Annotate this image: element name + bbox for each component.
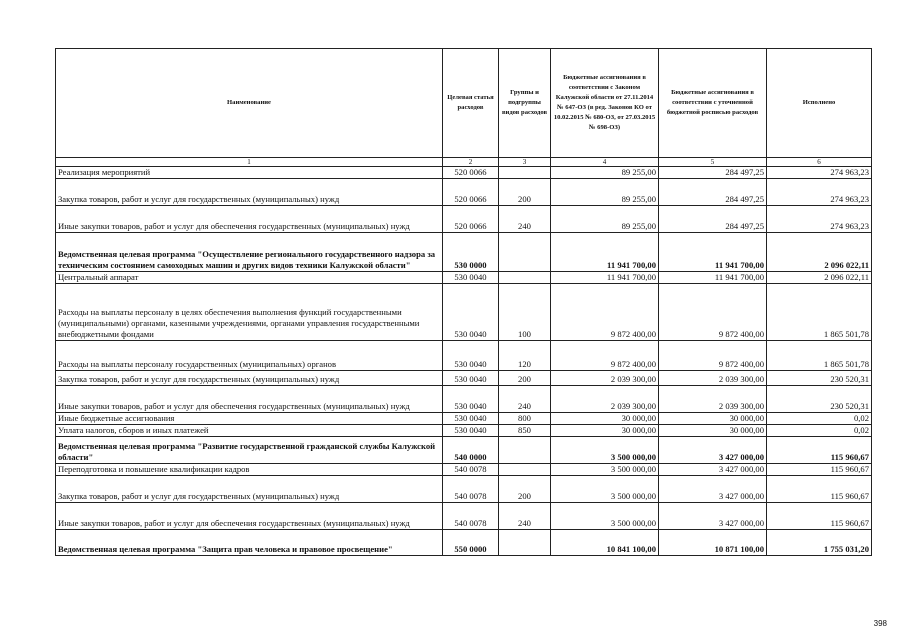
- header-name: Наименование: [56, 49, 443, 158]
- row-code: 530 0000: [443, 233, 499, 272]
- column-number: 5: [659, 158, 767, 167]
- row-executed-amount: 230 520,31: [767, 371, 872, 386]
- row-group: [499, 167, 551, 179]
- row-code: 540 0078: [443, 464, 499, 476]
- row-law-amount: 9 872 400,00: [551, 284, 659, 341]
- row-code: 540 0078: [443, 476, 499, 503]
- row-name: Ведомственная целевая программа "Защита прав человека и правовое просвещение": [56, 530, 443, 556]
- row-group: [499, 464, 551, 476]
- row-group: [499, 233, 551, 272]
- table-row: [56, 386, 872, 413]
- row-executed-amount: 1 865 501,78: [767, 341, 872, 371]
- row-law-amount: 89 255,00: [551, 206, 659, 233]
- header-group: Группы и подгруппы видов расходов: [499, 49, 551, 158]
- row-law-amount: 3 500 000,00: [551, 476, 659, 503]
- column-number: 2: [443, 158, 499, 167]
- row-refined-amount: 284 497,25: [659, 206, 767, 233]
- column-number: 3: [499, 158, 551, 167]
- column-number: 6: [767, 158, 872, 167]
- row-code: 520 0066: [443, 206, 499, 233]
- row-law-amount: 2 039 300,00: [551, 371, 659, 386]
- row-executed-amount: 115 960,67: [767, 437, 872, 464]
- row-name: Реализация мероприятий: [56, 167, 443, 179]
- row-refined-amount: 11 941 700,00: [659, 233, 767, 272]
- row-code: 540 0078: [443, 503, 499, 530]
- row-group: 200: [499, 371, 551, 386]
- row-law-amount: 10 841 100,00: [551, 530, 659, 556]
- row-name: Переподготовка и повышение квалификации кадров: [56, 464, 443, 476]
- row-executed-amount: 115 960,67: [767, 464, 872, 476]
- table-row: [56, 464, 872, 476]
- row-law-amount: 11 941 700,00: [551, 272, 659, 284]
- row-executed-amount: 1 755 031,20: [767, 530, 872, 556]
- table-row: [56, 206, 872, 233]
- row-group: 120: [499, 341, 551, 371]
- row-name: Закупка товаров, работ и услуг для государственных (муниципальных) нужд: [56, 476, 443, 503]
- row-refined-amount: 3 427 000,00: [659, 503, 767, 530]
- row-name: Иные закупки товаров, работ и услуг для обеспечения государственных (муниципальных) нужд: [56, 386, 443, 413]
- row-refined-amount: 9 872 400,00: [659, 341, 767, 371]
- row-refined-amount: 284 497,25: [659, 179, 767, 206]
- row-group: [499, 272, 551, 284]
- row-name: Иные бюджетные ассигнования: [56, 413, 443, 425]
- table-row: [56, 341, 872, 371]
- row-name: Расходы на выплаты персоналу государственных (муниципальных) органов: [56, 341, 443, 371]
- row-code: 530 0040: [443, 341, 499, 371]
- row-executed-amount: 274 963,23: [767, 167, 872, 179]
- row-code: 520 0066: [443, 179, 499, 206]
- row-name: Уплата налогов, сборов и иных платежей: [56, 425, 443, 437]
- row-name: Закупка товаров, работ и услуг для государственных (муниципальных) нужд: [56, 371, 443, 386]
- row-executed-amount: 230 520,31: [767, 386, 872, 413]
- row-name: Ведомственная целевая программа "Развитие государственной гражданской службы Калужской области": [56, 437, 443, 464]
- row-refined-amount: 3 427 000,00: [659, 476, 767, 503]
- row-group: [499, 437, 551, 464]
- column-number: 1: [56, 158, 443, 167]
- table-row: [56, 284, 872, 341]
- row-refined-amount: 10 871 100,00: [659, 530, 767, 556]
- row-code: 530 0040: [443, 284, 499, 341]
- row-group: 240: [499, 386, 551, 413]
- table-row: [56, 179, 872, 206]
- row-group: 240: [499, 206, 551, 233]
- table-row: [56, 167, 872, 179]
- row-code: 530 0040: [443, 371, 499, 386]
- row-name: Расходы на выплаты персоналу в целях обеспечения выполнения функций государственными (муниципальными) органами, казенными учреждениями, органами управления государственными внебюджетными фондами: [56, 284, 443, 341]
- row-name: Закупка товаров, работ и услуг для государственных (муниципальных) нужд: [56, 179, 443, 206]
- row-refined-amount: 2 039 300,00: [659, 371, 767, 386]
- row-group: [499, 530, 551, 556]
- row-refined-amount: 30 000,00: [659, 413, 767, 425]
- table-row: [56, 233, 872, 272]
- row-code: 540 0000: [443, 437, 499, 464]
- row-name: Иные закупки товаров, работ и услуг для обеспечения государственных (муниципальных) нужд: [56, 206, 443, 233]
- row-law-amount: 30 000,00: [551, 413, 659, 425]
- header-refined: Бюджетные ассигнования в соответствии с уточненной бюджетной росписью расходов: [659, 49, 767, 158]
- row-refined-amount: 3 427 000,00: [659, 437, 767, 464]
- row-law-amount: 89 255,00: [551, 167, 659, 179]
- row-refined-amount: 9 872 400,00: [659, 284, 767, 341]
- table-body: [56, 167, 872, 556]
- row-executed-amount: 115 960,67: [767, 503, 872, 530]
- row-refined-amount: 11 941 700,00: [659, 272, 767, 284]
- table-row: [56, 476, 872, 503]
- row-code: 530 0040: [443, 272, 499, 284]
- row-executed-amount: 115 960,67: [767, 476, 872, 503]
- row-law-amount: 3 500 000,00: [551, 503, 659, 530]
- header-executed: Исполнено: [767, 49, 872, 158]
- row-group: 800: [499, 413, 551, 425]
- row-name: Иные закупки товаров, работ и услуг для обеспечения государственных (муниципальных) нужд: [56, 503, 443, 530]
- row-group: 100: [499, 284, 551, 341]
- header-code: Целевая статья расходов: [443, 49, 499, 158]
- row-group: 240: [499, 503, 551, 530]
- row-name: Ведомственная целевая программа "Осуществление регионального государственного надзора за техническим состоянием самоходных машин и других видов техники Калужской области": [56, 233, 443, 272]
- row-refined-amount: 30 000,00: [659, 425, 767, 437]
- column-number: 4: [551, 158, 659, 167]
- row-code: 520 0066: [443, 167, 499, 179]
- row-law-amount: 30 000,00: [551, 425, 659, 437]
- row-executed-amount: 2 096 022,11: [767, 272, 872, 284]
- table-row: [56, 413, 872, 425]
- row-code: 530 0040: [443, 413, 499, 425]
- row-refined-amount: 2 039 300,00: [659, 386, 767, 413]
- table-row: [56, 530, 872, 556]
- table-row: [56, 272, 872, 284]
- row-code: 530 0040: [443, 425, 499, 437]
- row-refined-amount: 3 427 000,00: [659, 464, 767, 476]
- row-law-amount: 2 039 300,00: [551, 386, 659, 413]
- row-law-amount: 9 872 400,00: [551, 341, 659, 371]
- row-executed-amount: 0,02: [767, 413, 872, 425]
- row-group: 850: [499, 425, 551, 437]
- table-row: [56, 437, 872, 464]
- page-number: 398: [873, 619, 887, 628]
- row-refined-amount: 284 497,25: [659, 167, 767, 179]
- row-name: Центральный аппарат: [56, 272, 443, 284]
- row-executed-amount: 2 096 022,11: [767, 233, 872, 272]
- row-group: 200: [499, 179, 551, 206]
- row-executed-amount: 1 865 501,78: [767, 284, 872, 341]
- row-code: 550 0000: [443, 530, 499, 556]
- table-row: [56, 503, 872, 530]
- table-header: [56, 49, 872, 167]
- row-executed-amount: 274 963,23: [767, 206, 872, 233]
- budget-table: [55, 48, 872, 556]
- row-law-amount: 3 500 000,00: [551, 464, 659, 476]
- table-row: [56, 371, 872, 386]
- header-law: Бюджетные ассигнования в соответствии с Законом Калужской области от 27.11.2014 № 647-ОЗ (в ред. Законов КО от 10.02.2015 № 680-ОЗ, от 27.03.2015 № 698-ОЗ): [551, 49, 659, 158]
- row-law-amount: 11 941 700,00: [551, 233, 659, 272]
- row-code: 530 0040: [443, 386, 499, 413]
- row-executed-amount: 0,02: [767, 425, 872, 437]
- row-group: 200: [499, 476, 551, 503]
- row-executed-amount: 274 963,23: [767, 179, 872, 206]
- table-row: [56, 425, 872, 437]
- row-law-amount: 89 255,00: [551, 179, 659, 206]
- row-law-amount: 3 500 000,00: [551, 437, 659, 464]
